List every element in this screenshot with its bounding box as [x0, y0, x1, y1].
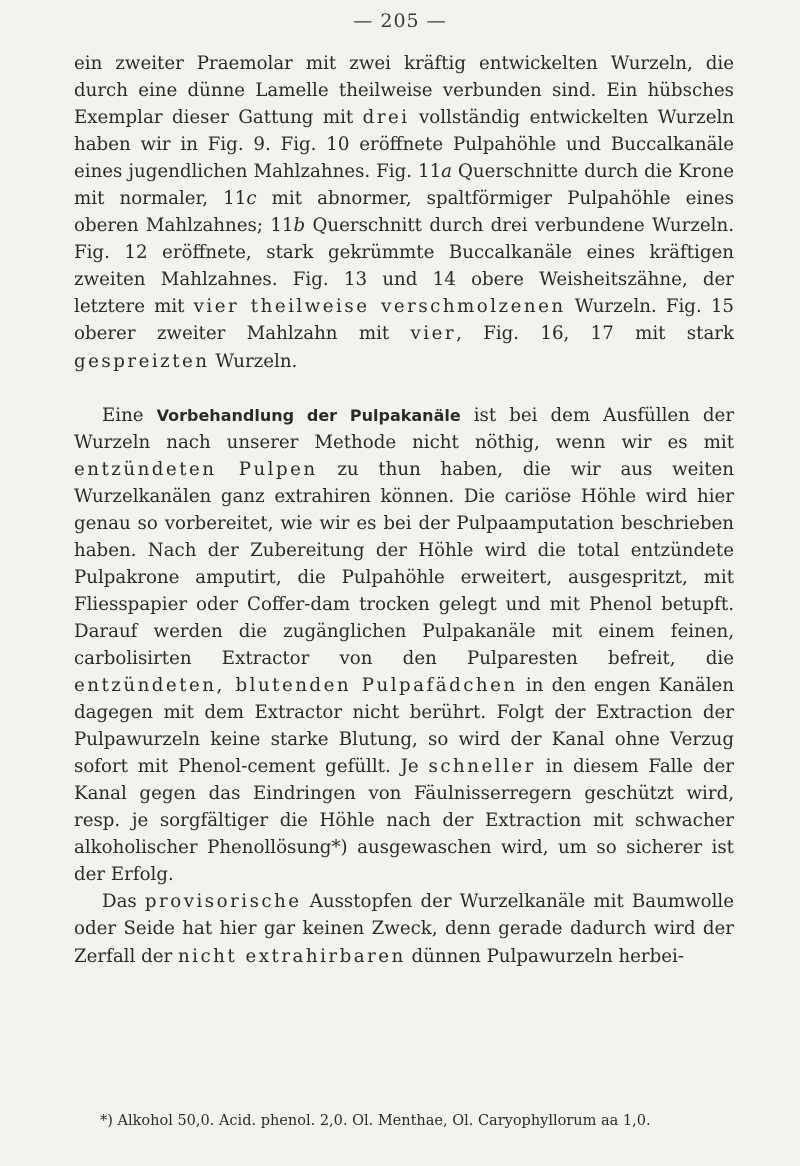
text-run: Wurzeln. — [209, 350, 298, 372]
text-run: ist bei dem Ausfüllen der Wurzeln nach unserer Methode nicht nöthig, wenn wir es mit — [74, 404, 735, 453]
spaced-emphasis: provisorische — [144, 891, 302, 913]
footnote: *) Alkohol 50,0. Acid. phenol. 2,0. Ol. Menthae, Ol. Caryophyllorum aa 1,0. — [100, 1113, 651, 1129]
text-run: in den engen Kanälen dagegen mit dem Extractor nicht berührt. Folgt der Extraction der Pulpawurzeln keine starke Blutung, so wird der Kanal ohne Verzug sofort mit Phenol-cement gefüllt. Je — [74, 675, 734, 778]
spaced-emphasis: nicht extrahirbaren — [177, 945, 406, 967]
text-run: in diesem Falle der Kanal gegen das Eindringen von Fäulnisserregern geschützt wird, resp. je sorgfältiger die Höhle nach der Extraction mit schwacher alkoholischer Phenollösung*) ausgewaschen wird, um so sicherer ist der Erfolg. — [74, 756, 734, 886]
spaced-emphasis: gespreizten — [74, 350, 210, 372]
spaced-emphasis: vier theilweise verschmolzenen — [193, 296, 566, 318]
spaced-emphasis: schneller — [428, 756, 536, 778]
text-run: Wurzeln. Fig. 15 oberer zweiter Mahlzahn mit — [74, 296, 735, 345]
spaced-emphasis: drei — [362, 107, 410, 129]
text-run: Querschnitt durch drei verbundene Wurzeln. Fig. 12 eröffnete, stark gekrümmte Buccalkanäle eines kräftigen zweiten Mahlzahnes. Fig. 13 und 14 obere Weisheitszähne, der letztere mit — [74, 215, 734, 318]
paragraph-pretreatment — [74, 402, 734, 889]
paragraph-figure-descriptions — [74, 50, 734, 375]
bold-heading-run: Vorbehandlung der Pulpakanäle — [156, 405, 461, 425]
spaced-emphasis: entzündeten Pulpen — [74, 458, 318, 480]
paragraph-provisional-packing — [74, 888, 734, 969]
text-run: vollständig entwickelten Wurzeln haben wir in Fig. 9. Fig. 10 eröffnete Pulpahöhle und Buccalkanäle eines jugendlichen Mahlzahnes. Fig. 11 — [74, 107, 734, 183]
page-number: — 205 — — [353, 10, 447, 32]
spaced-emphasis: entzündeten, blutenden Pulpafädchen — [74, 675, 518, 697]
figure-letter: a — [441, 161, 452, 183]
figure-letter: c — [246, 188, 257, 210]
figure-letter: b — [293, 215, 306, 237]
spaced-emphasis: vier — [410, 323, 457, 345]
text-run: mit abnormer, spaltförmiger Pulpahöhle eines oberen Mahlzahnes; 11 — [74, 188, 734, 237]
text-run: dünnen Pulpawurzeln herbei- — [405, 945, 684, 967]
text-run: Eine — [102, 404, 157, 426]
text-run: Ausstopfen der Wurzelkanäle mit Baumwolle oder Seide hat hier gar keinen Zweck, denn gerade dadurch wird der Zerfall der — [74, 891, 734, 967]
body-text — [74, 50, 734, 970]
text-run: ein zweiter Praemolar mit zwei kräftig entwickelten Wurzeln, die durch eine dünne Lamelle theilweise verbunden sind. Ein hübsches Exemplar dieser Gattung mit — [74, 53, 734, 129]
text-run: zu thun haben, die wir aus weiten Wurzelkanälen ganz extrahiren können. Die cariöse Höhle wird hier genau so vorbereitet, wie wir es bei der Pulpaamputation beschrieben haben. Nach der Zubereitung der Höhle wird die total entzündete Pulpakrone amputirt, die Pulpahöhle erweitert, ausgespritzt, mit Fliesspapier oder Coffer-dam trocken gelegt und mit Phenol betupft. Darauf werden die zugänglichen Pulpakanäle mit einem feinen, carbolisirten Extractor von den Pulparesten befreit, die — [74, 458, 735, 669]
text-run: Das — [102, 891, 145, 913]
text-run: , Fig. 16, 17 mit stark — [456, 323, 734, 345]
text-run: Querschnitte durch die Krone mit normaler, 11 — [74, 161, 735, 210]
